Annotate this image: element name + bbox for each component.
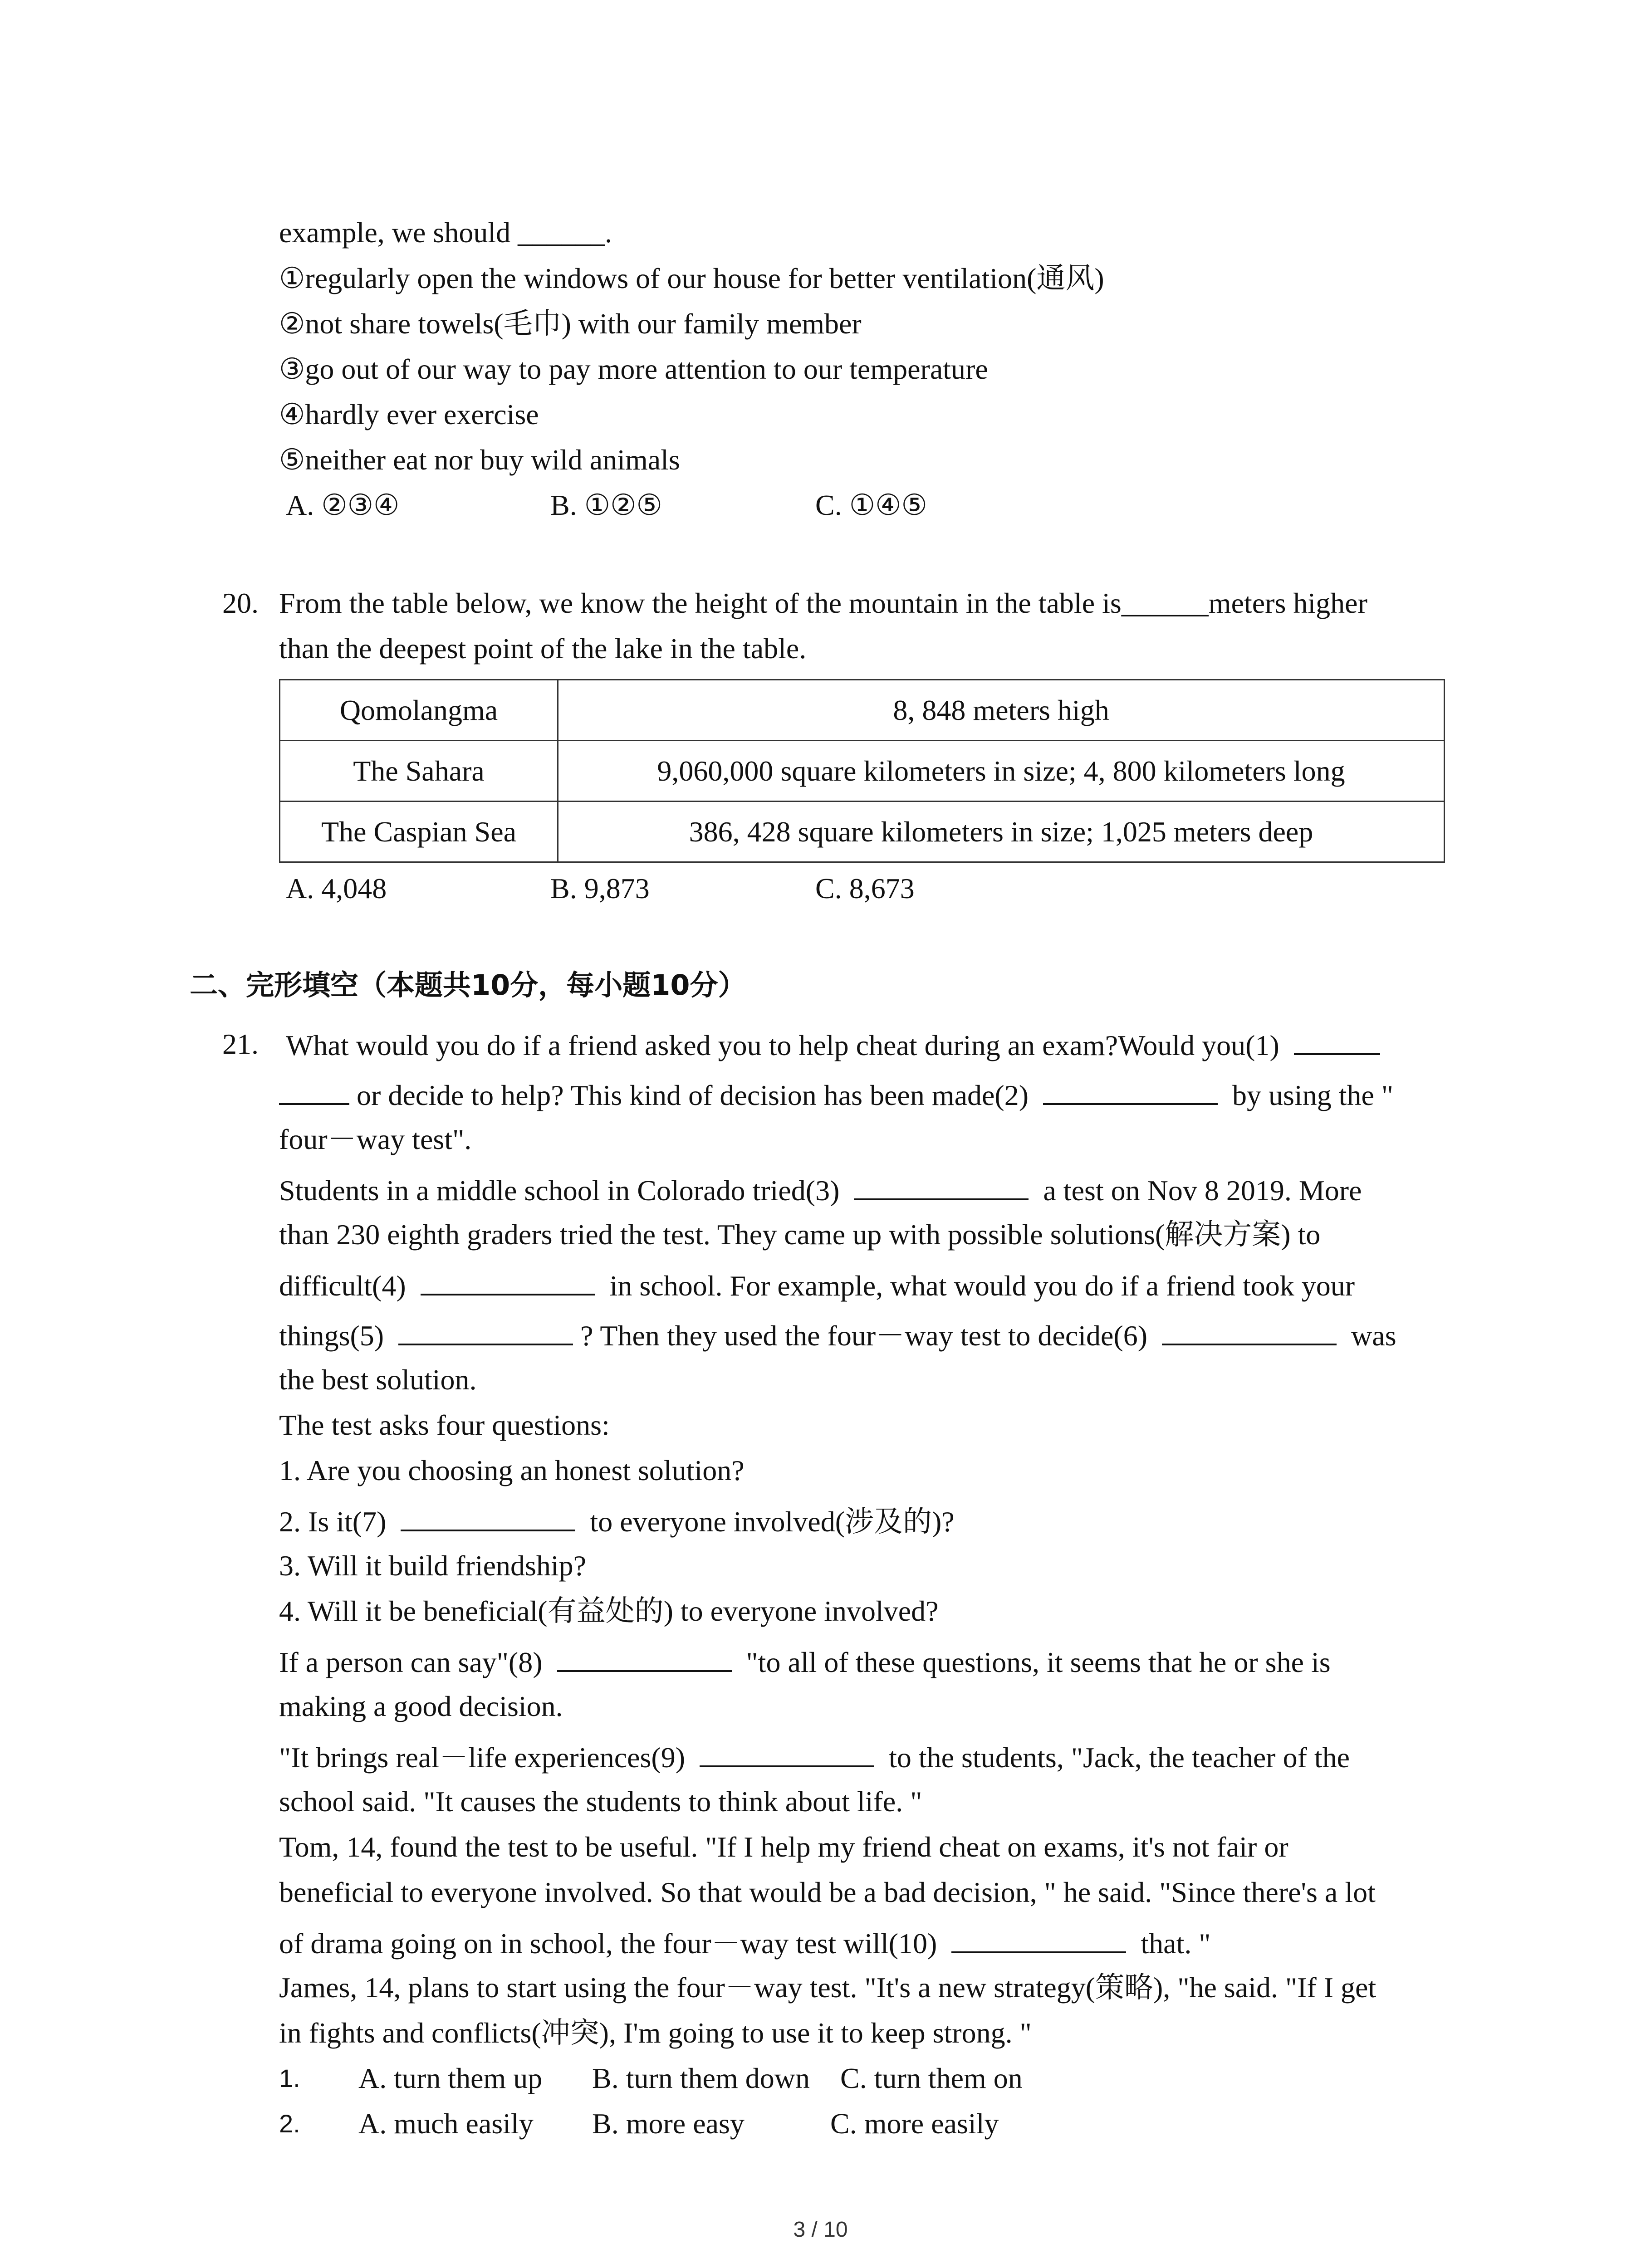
blank-3[interactable] [854, 1170, 1029, 1200]
q21-line [279, 1315, 1396, 1355]
q21-text: by using the " [1232, 1079, 1394, 1111]
q21-line: 4. Will it be beneficial(有益处的) to everyone involved? [279, 1595, 939, 1627]
table-cell: Qomolangma [280, 680, 558, 741]
q21-text: was [1351, 1320, 1396, 1352]
q20-option-b[interactable]: B. 9,873 [550, 872, 650, 904]
blank-9[interactable] [700, 1737, 874, 1767]
table-row [280, 680, 1445, 741]
q21-line: school said. "It causes the students to think about life. " [279, 1785, 922, 1818]
blank-2[interactable] [1043, 1075, 1218, 1105]
q20-number: 20. [222, 587, 259, 619]
subquestion-number: 2. [279, 2109, 300, 2138]
q21-text: of drama going on in school, the four－way test will(10) [279, 1927, 937, 1960]
q21-line [279, 1737, 1350, 1777]
blank-6[interactable] [1162, 1315, 1337, 1345]
q21-line [279, 1170, 1362, 1210]
q21-line: 3. Will it build friendship? [279, 1549, 587, 1582]
table-cell: 386, 428 square kilometers in size; 1,025 meters deep [558, 802, 1445, 862]
q19-option-b[interactable]: B. ①②⑤ [550, 489, 662, 521]
q21-text: to everyone involved(涉及的)? [590, 1505, 955, 1538]
blank-4[interactable] [421, 1266, 595, 1295]
blank-1-cont[interactable] [279, 1075, 349, 1105]
table-row [280, 741, 1445, 802]
q21-text: 2. Is it(7) [279, 1505, 387, 1538]
q21-line [279, 1642, 1331, 1681]
blank-1[interactable] [1294, 1025, 1380, 1055]
q21-text: things(5) [279, 1320, 384, 1352]
q19-item-2: ②not share towels(毛巾) with our family member [279, 308, 862, 340]
q21-text: a test on Nov 8 2019. More [1043, 1174, 1362, 1207]
q21-line: beneficial to everyone involved. So that would be a bad decision, " he said. "Since there's a lot [279, 1876, 1376, 1908]
q21-line: four－way test". [279, 1123, 472, 1155]
q19-option-c[interactable]: C. ①④⑤ [815, 489, 927, 521]
table-cell: 8, 848 meters high [558, 680, 1445, 741]
table-row [280, 802, 1445, 862]
table-cell: The Caspian Sea [280, 802, 558, 862]
q21-text: "It brings real－life experiences(9) [279, 1741, 686, 1774]
q19-item-5: ⑤neither eat nor buy wild animals [279, 444, 680, 476]
q19-item-3: ③go out of our way to pay more attention to our temperature [279, 353, 988, 385]
q21-line: 1. Are you choosing an honest solution? [279, 1454, 745, 1486]
q19-item-1: ①regularly open the windows of our house for better ventilation(通风) [279, 262, 1104, 294]
q19-stem: example, we should ______. [279, 216, 612, 249]
sub2-option-c[interactable]: C. more easily [830, 2107, 999, 2140]
q21-text: What would you do if a friend asked you to help cheat during an exam?Would you(1) [286, 1029, 1279, 1061]
page-number: 3 / 10 [793, 2218, 848, 2242]
q20-line-2: than the deepest point of the lake in the table. [279, 632, 807, 665]
q20-option-c[interactable]: C. 8,673 [815, 872, 915, 904]
q21-text: If a person can say"(8) [279, 1646, 543, 1678]
sub1-option-a[interactable]: A. turn them up [358, 2062, 543, 2094]
q21-text: Students in a middle school in Colorado tried(3) [279, 1174, 840, 1207]
q21-line: James, 14, plans to start using the four－way test. "It's a new strategy(策略), "he said. "If I get [279, 1971, 1376, 2004]
blank-7[interactable] [401, 1501, 575, 1531]
section-heading: 二、完形填空（本题共10分，每小题10分） [190, 968, 746, 1002]
q21-line: than 230 eighth graders tried the test. They came up with possible solutions(解决方案) to [279, 1218, 1321, 1251]
q21-line [279, 1501, 955, 1541]
blank-8[interactable] [557, 1642, 732, 1672]
geography-table [279, 679, 1445, 863]
q21-text: in school. For example, what would you do if a friend took your [609, 1270, 1355, 1302]
q21-line [279, 1923, 1210, 1963]
q20-option-a[interactable]: A. 4,048 [286, 872, 387, 904]
q21-line: The test asks four questions: [279, 1409, 610, 1441]
q21-line: making a good decision. [279, 1690, 563, 1722]
blank-5[interactable] [398, 1315, 573, 1345]
q21-text: to the students, "Jack, the teacher of the [889, 1741, 1350, 1774]
q21-line: the best solution. [279, 1364, 477, 1396]
q21-line [286, 1025, 1380, 1065]
sub2-option-b[interactable]: B. more easy [592, 2107, 745, 2140]
q21-text: "to all of these questions, it seems that he or she is [746, 1646, 1331, 1678]
sub1-option-b[interactable]: B. turn them down [592, 2062, 810, 2094]
q21-text: or decide to help? This kind of decision has been made(2) [357, 1079, 1029, 1111]
sub1-option-c[interactable]: C. turn them on [840, 2062, 1023, 2094]
subquestion-number: 1. [279, 2064, 300, 2092]
q21-text: that. " [1141, 1927, 1211, 1960]
q21-text: difficult(4) [279, 1270, 406, 1302]
table-cell: The Sahara [280, 741, 558, 802]
blank-10[interactable] [951, 1923, 1126, 1953]
q21-line [279, 1075, 1393, 1114]
q19-option-a[interactable]: A. ②③④ [286, 489, 400, 521]
q21-line: in fights and conflicts(冲突), I'm going to use it to keep strong. " [279, 2017, 1032, 2049]
q21-number: 21. [222, 1028, 259, 1060]
q21-text: ? Then they used the four－way test to decide(6) [580, 1320, 1148, 1352]
q19-item-4: ④hardly ever exercise [279, 398, 539, 430]
q21-line [279, 1266, 1355, 1305]
q20-line-1: From the table below, we know the height of the mountain in the table is______meters higher [279, 587, 1367, 619]
table-cell: 9,060,000 square kilometers in size; 4, 800 kilometers long [558, 741, 1445, 802]
q21-line: Tom, 14, found the test to be useful. "If I help my friend cheat on exams, it's not fair or [279, 1831, 1288, 1863]
sub2-option-a[interactable]: A. much easily [358, 2107, 534, 2140]
